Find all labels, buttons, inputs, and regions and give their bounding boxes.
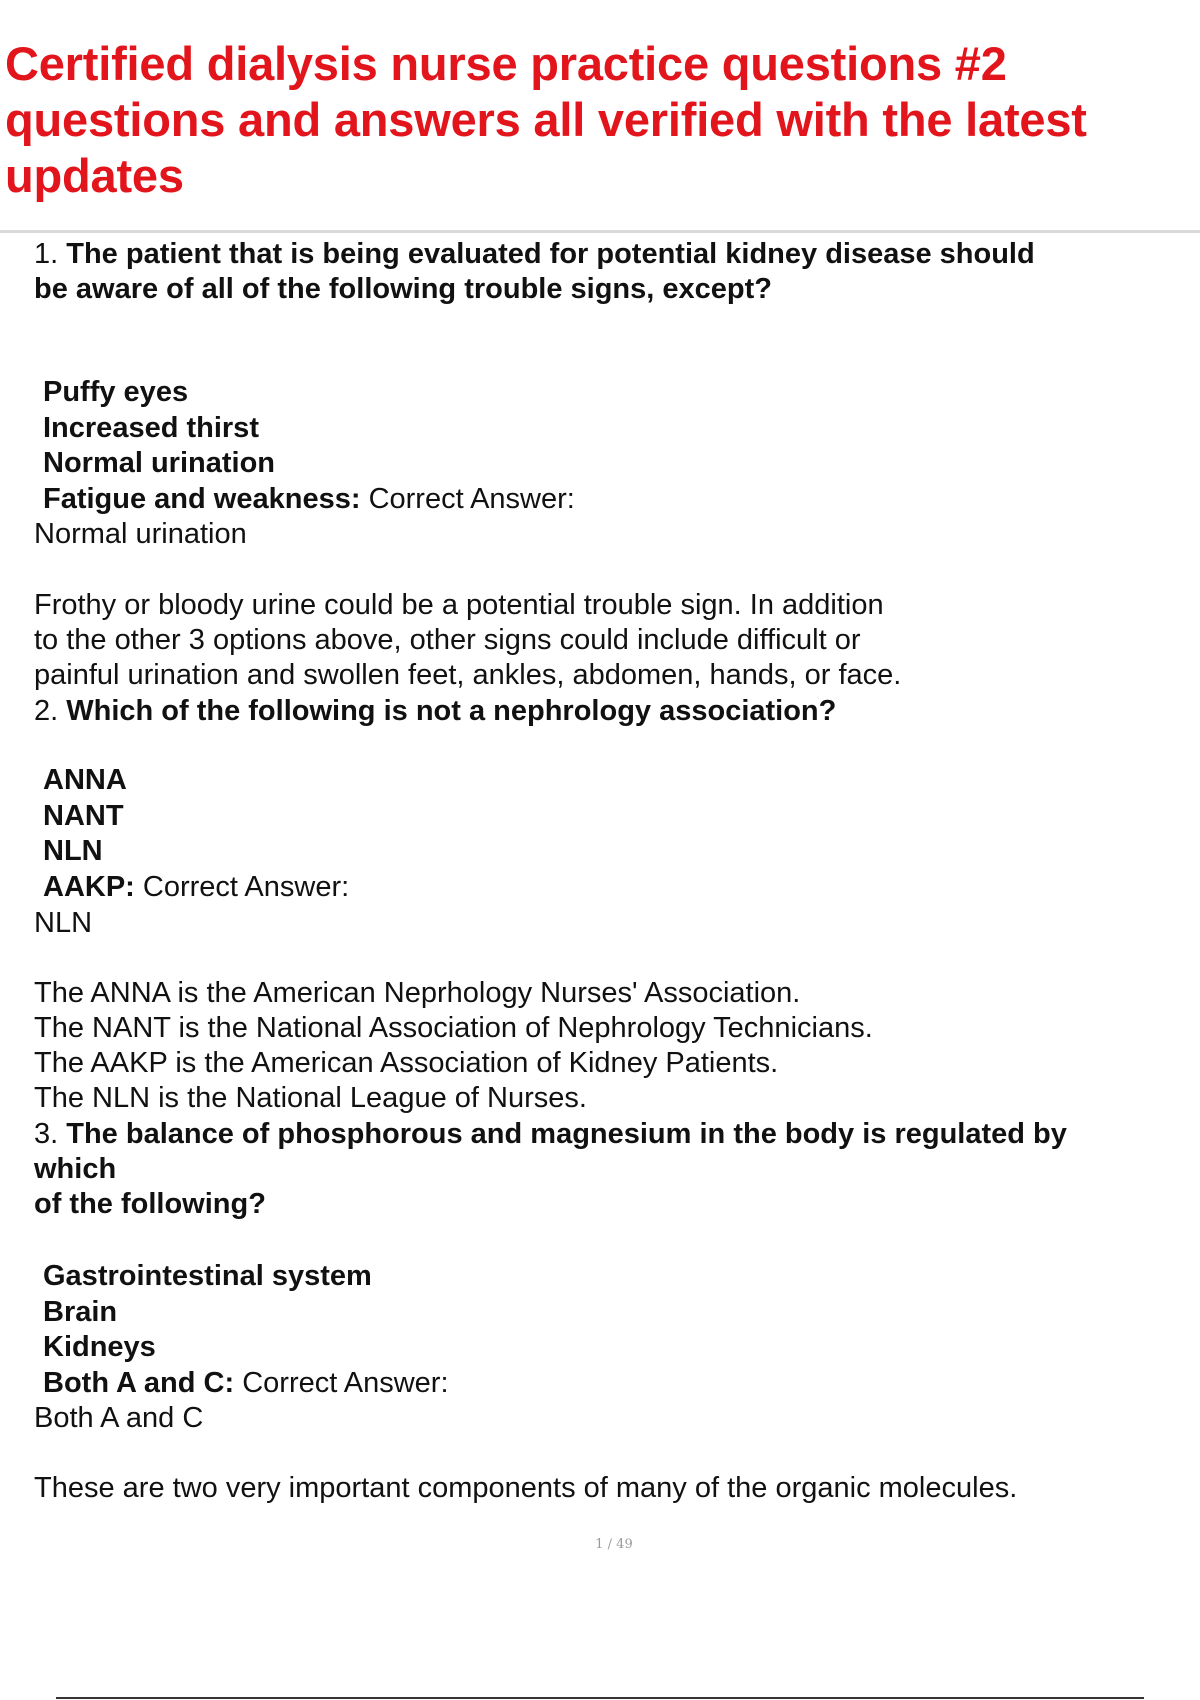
- question-3-explanation: [34, 1471, 1184, 1506]
- question-1-option-c: Normal urination: [43, 447, 276, 479]
- question-3-text-line-3: of the following?: [34, 1188, 266, 1220]
- question-1-explanation-line-2: to the other 3 options above, other signs could include difficult or: [34, 624, 861, 656]
- question-3-text-line-1: The balance of phosphorous and magnesium in the body is regulated by: [66, 1118, 1067, 1150]
- question-2-option-d-text: AAKP:: [43, 870, 135, 903]
- question-3: [34, 1117, 1184, 1222]
- question-2-answer: NLN: [34, 907, 93, 939]
- question-2-option-b: NANT: [43, 799, 124, 832]
- question-3-option-d: [43, 1366, 1143, 1402]
- question-3-correct-answer-label: Correct Answer:: [242, 1366, 449, 1399]
- question-2-explanation-line-4: The NLN is the National League of Nurses.: [34, 1082, 587, 1114]
- question-1: [34, 237, 1184, 307]
- footer-divider: [56, 1697, 1144, 1699]
- question-2-option-c: NLN: [43, 835, 103, 867]
- question-2-option-a: ANNA: [43, 764, 127, 796]
- question-3-explanation-line-1: These are two very important components of many of the organic molecules.: [34, 1472, 1018, 1504]
- question-2: [34, 694, 1184, 729]
- question-2-text-line-1: Which of the following is not a nephrology association?: [66, 695, 837, 727]
- question-2-explanation: [34, 976, 1184, 1116]
- question-1-option-b: Increased thirst: [43, 411, 259, 444]
- question-1-correct-answer-label: Correct Answer:: [368, 482, 575, 515]
- question-1-number: 1.: [34, 238, 59, 270]
- question-2-number: 2.: [34, 695, 59, 727]
- question-1-answer: Normal urination: [34, 518, 247, 550]
- question-2-explanation-line-1: The ANNA is the American Neprhology Nurses' Association.: [34, 977, 801, 1009]
- question-3-option-c: Kidneys: [43, 1331, 156, 1363]
- question-1-explanation: [34, 588, 1184, 693]
- question-3-number: 3.: [34, 1118, 59, 1150]
- question-2-option-d: [43, 870, 1143, 906]
- question-1-text-line-2: be aware of all of the following trouble signs, except?: [34, 273, 772, 305]
- question-1-options: [43, 375, 1143, 517]
- page-number: 1 / 49: [595, 1537, 633, 1552]
- question-1-option-a: Puffy eyes: [43, 376, 189, 408]
- question-1-option-d: [43, 482, 1143, 518]
- question-3-option-b: Brain: [43, 1295, 118, 1328]
- question-3-options: [43, 1259, 1143, 1401]
- question-1-explanation-line-3: painful urination and swollen feet, ankles, abdomen, hands, or face.: [34, 659, 902, 691]
- question-3-option-d-text: Both A and C:: [43, 1366, 235, 1399]
- question-2-explanation-line-3: The AAKP is the American Association of Kidney Patients.: [34, 1047, 779, 1079]
- question-2-explanation-line-2: The NANT is the National Association of Nephrology Technicians.: [34, 1012, 873, 1044]
- question-3-text-line-2: which: [34, 1153, 117, 1185]
- question-3-option-a: Gastrointestinal system: [43, 1260, 372, 1292]
- question-2-correct-answer-label: Correct Answer:: [142, 870, 350, 903]
- question-1-option-d-text: Fatigue and weakness:: [43, 482, 361, 515]
- question-3-answer: Both A and C: [34, 1402, 204, 1434]
- question-2-options: [43, 763, 1143, 905]
- question-1-explanation-line-1: Frothy or bloody urine could be a potential trouble sign. In addition: [34, 589, 884, 621]
- question-1-text-line-1: The patient that is being evaluated for potential kidney disease should: [66, 238, 1035, 270]
- page-title: Certified dialysis nurse practice questions #2 questions and answers all verified with the latest updates: [5, 37, 1087, 202]
